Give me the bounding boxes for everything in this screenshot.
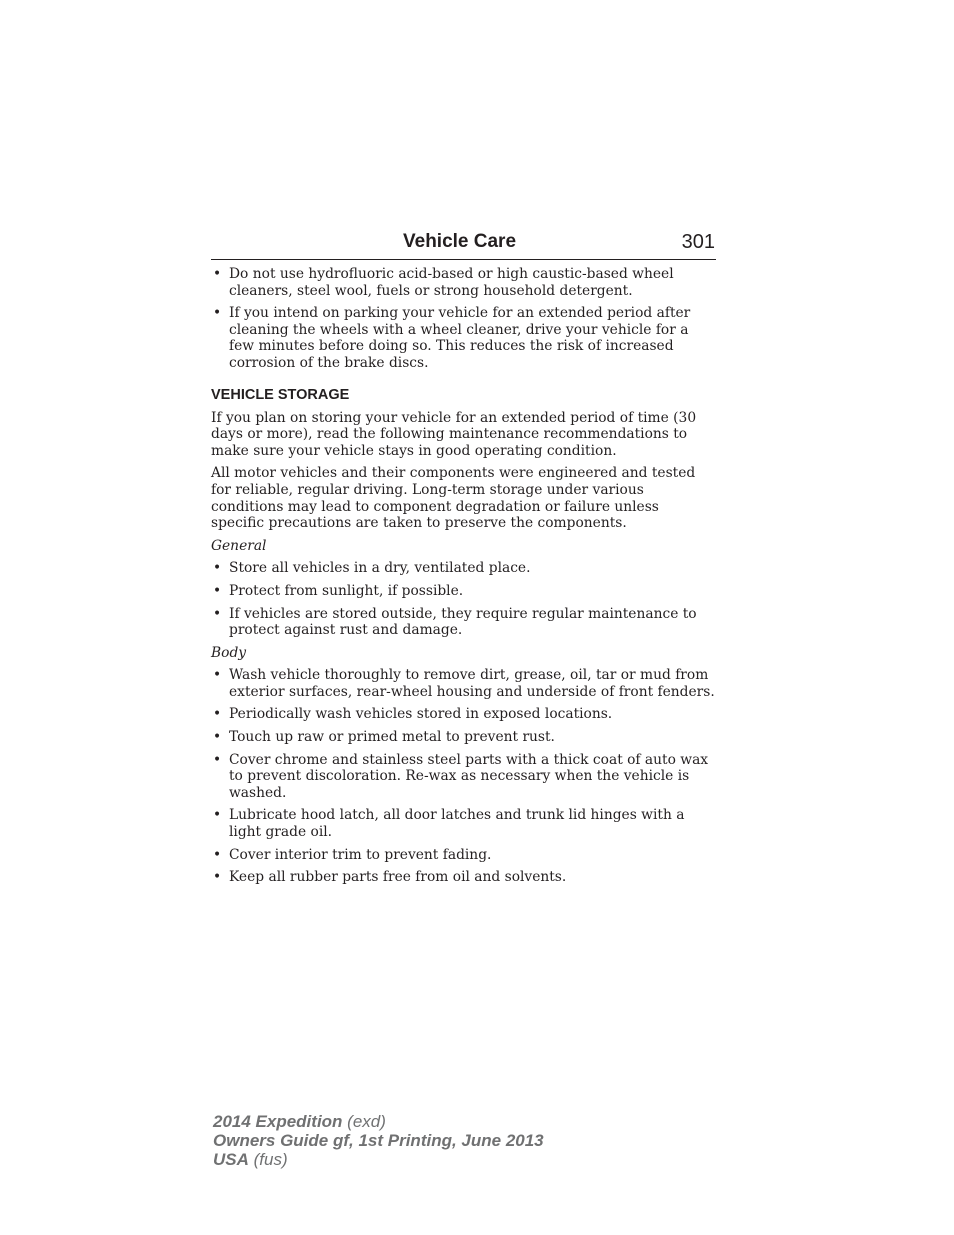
footer-region: USA [213,1150,249,1169]
paragraph: If you plan on storing your vehicle for an extended period of time (30 days or more), read the following maintenance recommendations to make sure your vehicle stays in good operating condition. [211,409,697,459]
bullet-icon: • [213,846,222,863]
list-item: • Cover chrome and stainless steel parts with a thick coat of auto wax to prevent discoloration. Re-wax as necessary when the vehicle is washed. [213,751,709,801]
list-item: • Store all vehicles in a dry, ventilated place. [213,560,531,577]
vehicle-storage-heading: VEHICLE STORAGE [211,386,350,403]
bullet-icon: • [213,729,222,746]
list-item: • Wash vehicle thoroughly to remove dirt, grease, oil, tar or mud from exterior surfaces, rear-wheel housing and underside of front fenders. [213,667,715,700]
body-subheading: Body [211,644,247,661]
bullet-icon: • [213,560,222,577]
list-item: • Protect from sunlight, if possible. [213,582,464,599]
page-header [211,229,716,260]
general-subheading: General [211,537,267,554]
list-item: • Touch up raw or primed metal to prevent rust. [213,729,555,746]
footer-model-code: (exd) [347,1112,386,1131]
general-bullet-list [211,560,716,638]
bullet-icon: • [213,869,222,886]
list-item: • Cover interior trim to prevent fading. [213,846,492,863]
list-item: • Do not use hydrofluoric acid-based or high caustic-based wheel cleaners, steel wool, fuels or strong household detergent. [213,266,674,299]
page-content [211,266,716,892]
list-item: • Lubricate hood latch, all door latches and trunk lid hinges with a light grade oil. [213,807,685,841]
bullet-icon: • [213,305,222,322]
intro-bullet-list [211,266,716,372]
page-number: 301 [681,231,715,253]
bullet-icon: • [213,266,222,282]
footer-guide: Owners Guide gf, 1st Printing, June 2013 [213,1131,544,1150]
footer-model: 2014 Expedition [213,1112,343,1131]
bullet-icon: • [213,706,222,723]
bullet-icon: • [213,667,222,684]
footer-region-line [213,1150,544,1169]
bullet-icon: • [213,807,222,824]
paragraph: All motor vehicles and their components were engineered and tested for reliable, regular driving. Long-term storage under various conditions may lead to component degradation or failure unless specific precautions are taken to preserve the components. [211,465,696,532]
list-item: • If you intend on parking your vehicle for an extended period after cleaning the wheels with a wheel cleaner, drive your vehicle for a few minutes before doing so. This reduces the risk of increased corrosion of the brake discs. [213,305,691,371]
list-item: • Periodically wash vehicles stored in exposed locations. [213,706,613,723]
list-item: • If vehicles are stored outside, they require regular maintenance to protect against rust and damage. [213,605,697,639]
page-footer [213,1112,544,1169]
bullet-icon: • [213,605,222,622]
list-item: • Keep all rubber parts free from oil and solvents. [213,869,567,886]
body-bullet-list [211,667,716,886]
bullet-icon: • [213,582,222,599]
footer-guide-line [213,1131,544,1150]
section-title: Vehicle Care [403,231,517,252]
footer-model-line [213,1112,544,1131]
footer-region-code: (fus) [253,1150,288,1169]
bullet-icon: • [213,751,222,768]
